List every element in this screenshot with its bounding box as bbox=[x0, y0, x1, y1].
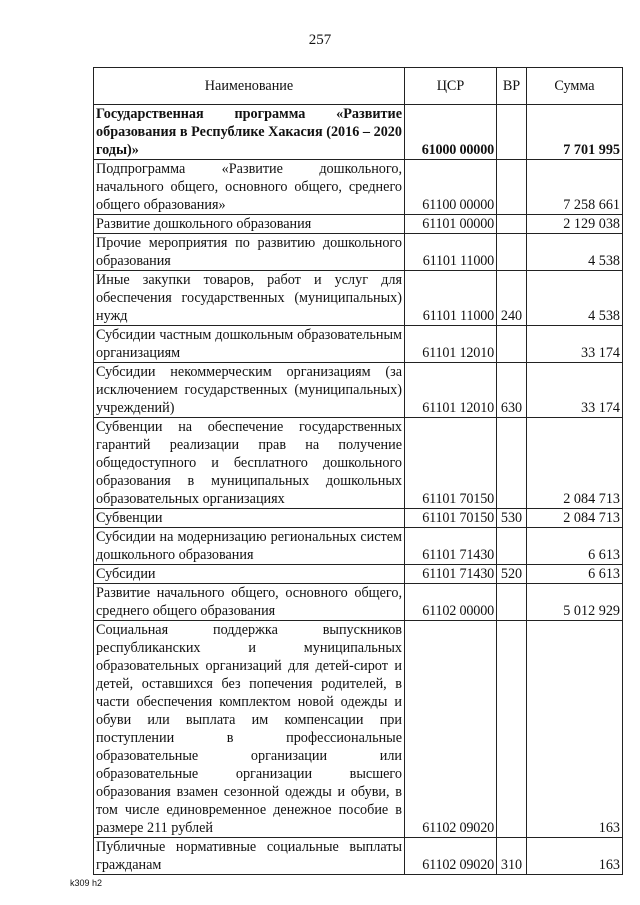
row-sum-cell: 6 613 bbox=[527, 528, 623, 565]
row-sum-cell: 33 174 bbox=[527, 363, 623, 418]
row-csr-cell: 61102 09020 bbox=[405, 838, 497, 875]
table-row bbox=[94, 234, 623, 271]
row-name-cell: Субсидии на модернизацию региональных систем дошкольного образования bbox=[94, 528, 405, 565]
table-header-row bbox=[94, 68, 623, 105]
row-name-cell: Субсидии некоммерческим организациям (за исключением государственных (муниципальных) учреждений) bbox=[94, 363, 405, 418]
header-name: Наименование bbox=[94, 68, 405, 105]
row-sum-cell: 7 701 995 bbox=[527, 105, 623, 160]
table-row bbox=[94, 565, 623, 584]
budget-table bbox=[93, 67, 623, 875]
row-csr-cell: 61101 71430 bbox=[405, 528, 497, 565]
table-row bbox=[94, 105, 623, 160]
row-csr-cell: 61101 71430 bbox=[405, 565, 497, 584]
header-vr: ВР bbox=[497, 68, 527, 105]
row-csr-cell: 61101 12010 bbox=[405, 326, 497, 363]
row-vr-cell bbox=[497, 215, 527, 234]
row-vr-cell: 520 bbox=[497, 565, 527, 584]
row-name-cell: Иные закупки товаров, работ и услуг для обеспечения государственных (муниципальных) нужд bbox=[94, 271, 405, 326]
table-row bbox=[94, 271, 623, 326]
row-vr-cell: 530 bbox=[497, 509, 527, 528]
row-csr-cell: 61101 70150 bbox=[405, 418, 497, 509]
row-vr-cell: 240 bbox=[497, 271, 527, 326]
row-sum-cell: 4 538 bbox=[527, 234, 623, 271]
row-csr-cell: 61102 09020 bbox=[405, 621, 497, 838]
row-name-cell: Субсидии bbox=[94, 565, 405, 584]
row-vr-cell bbox=[497, 326, 527, 363]
row-name-cell: Государственная программа «Развитие образования в Республике Хакасия (2016 – 2020 годы)» bbox=[94, 105, 405, 160]
row-csr-cell: 61101 11000 bbox=[405, 234, 497, 271]
table-row bbox=[94, 621, 623, 838]
table-row bbox=[94, 326, 623, 363]
row-name-cell: Публичные нормативные социальные выплаты гражданам bbox=[94, 838, 405, 875]
row-csr-cell: 61100 00000 bbox=[405, 160, 497, 215]
row-sum-cell: 4 538 bbox=[527, 271, 623, 326]
row-sum-cell: 2 084 713 bbox=[527, 418, 623, 509]
footer-code: k309 h2 bbox=[70, 878, 103, 888]
table-row bbox=[94, 838, 623, 875]
table-row bbox=[94, 584, 623, 621]
table-row bbox=[94, 418, 623, 509]
row-name-cell: Субвенции bbox=[94, 509, 405, 528]
row-name-cell: Прочие мероприятия по развитию дошкольного образования bbox=[94, 234, 405, 271]
row-name-cell: Субсидии частным дошкольным образовательным организациям bbox=[94, 326, 405, 363]
row-csr-cell: 61000 00000 bbox=[405, 105, 497, 160]
row-sum-cell: 2 129 038 bbox=[527, 215, 623, 234]
row-sum-cell: 5 012 929 bbox=[527, 584, 623, 621]
row-sum-cell: 163 bbox=[527, 621, 623, 838]
page-number: 257 bbox=[308, 32, 332, 48]
row-vr-cell: 310 bbox=[497, 838, 527, 875]
row-vr-cell bbox=[497, 621, 527, 838]
row-name-cell: Развитие начального общего, основного общего, среднего общего образования bbox=[94, 584, 405, 621]
row-sum-cell: 33 174 bbox=[527, 326, 623, 363]
row-vr-cell bbox=[497, 105, 527, 160]
row-name-cell: Подпрограмма «Развитие дошкольного, начального общего, основного общего, среднего общего образования» bbox=[94, 160, 405, 215]
row-vr-cell bbox=[497, 418, 527, 509]
row-vr-cell: 630 bbox=[497, 363, 527, 418]
row-sum-cell: 163 bbox=[527, 838, 623, 875]
table-row bbox=[94, 215, 623, 234]
row-sum-cell: 6 613 bbox=[527, 565, 623, 584]
row-name-cell: Социальная поддержка выпускников республиканских и муниципальных образовательных организаций для детей-сирот и детей, оставшихся без попечения родителей, в части обеспечения комплектом новой одежды и обуви или выплата им компенсации при поступлении в профессиональные образовательные организации или образовательные организации высшего образования взамен сезонной одежды и обуви, в том числе единовременное денежное пособие в размере 211 рублей bbox=[94, 621, 405, 838]
row-name-cell: Субвенции на обеспечение государственных гарантий реализации прав на получение общедоступного и бесплатного дошкольного образования в муниципальных дошкольных образовательных организациях bbox=[94, 418, 405, 509]
row-csr-cell: 61101 11000 bbox=[405, 271, 497, 326]
row-vr-cell bbox=[497, 584, 527, 621]
row-name-cell: Развитие дошкольного образования bbox=[94, 215, 405, 234]
row-vr-cell bbox=[497, 160, 527, 215]
table-row bbox=[94, 363, 623, 418]
table-row bbox=[94, 160, 623, 215]
row-sum-cell: 2 084 713 bbox=[527, 509, 623, 528]
table-row bbox=[94, 528, 623, 565]
row-vr-cell bbox=[497, 528, 527, 565]
table-row bbox=[94, 509, 623, 528]
row-vr-cell bbox=[497, 234, 527, 271]
header-sum: Сумма bbox=[527, 68, 623, 105]
row-csr-cell: 61101 00000 bbox=[405, 215, 497, 234]
header-csr: ЦСР bbox=[405, 68, 497, 105]
row-csr-cell: 61101 12010 bbox=[405, 363, 497, 418]
row-sum-cell: 7 258 661 bbox=[527, 160, 623, 215]
row-csr-cell: 61101 70150 bbox=[405, 509, 497, 528]
row-csr-cell: 61102 00000 bbox=[405, 584, 497, 621]
